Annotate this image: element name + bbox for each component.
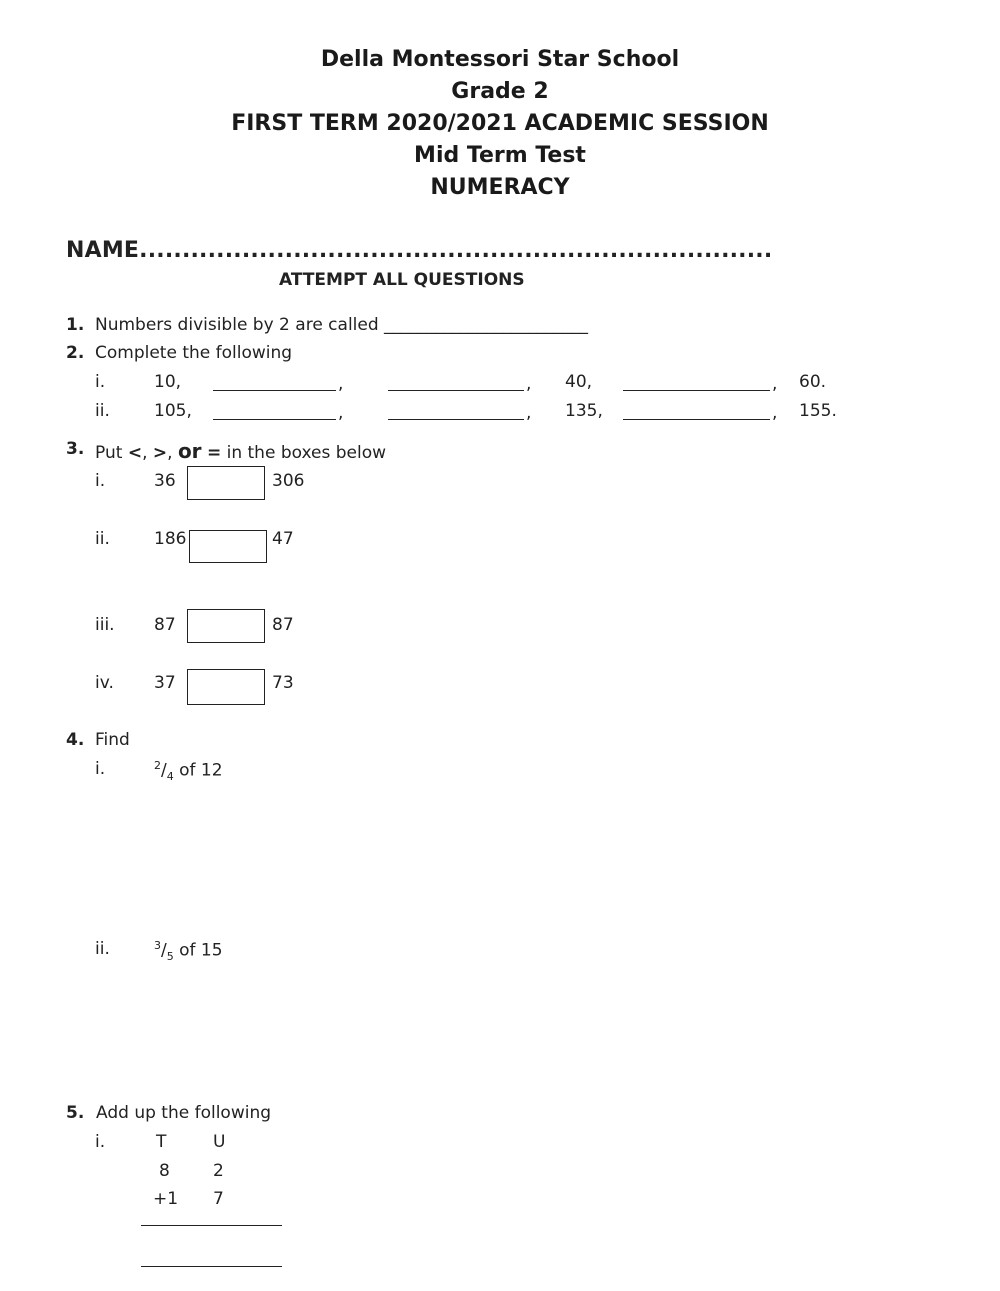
comma: , (526, 374, 532, 394)
fraction-rest: of 12 (179, 760, 223, 781)
addend-tens: +1 (153, 1189, 179, 1209)
q2-row-value: 10, (154, 372, 182, 392)
q2-blank[interactable] (623, 419, 770, 420)
subject: NUMERACY (430, 175, 570, 200)
name-field[interactable]: NAME.......................................................................... (66, 238, 773, 263)
grade: Grade 2 (451, 79, 549, 104)
q3-item-left: 87 (154, 615, 176, 635)
equals-symbol: = (206, 443, 222, 463)
separator: , (142, 443, 148, 463)
q3-item-right: 47 (272, 529, 294, 549)
q2-row-label: i. (95, 372, 106, 392)
comma: , (338, 403, 344, 423)
answer-box[interactable] (189, 530, 267, 563)
q3-item-label: i. (95, 471, 106, 491)
q5-text: Add up the following (96, 1103, 272, 1123)
comma: , (526, 403, 532, 423)
instruction: ATTEMPT ALL QUESTIONS (279, 270, 525, 290)
q3-item-left: 36 (154, 471, 176, 491)
q3-item-label: iv. (95, 673, 114, 693)
q3-rest: in the boxes below (226, 443, 387, 463)
answer-box[interactable] (187, 466, 265, 500)
q3-item-label: iii. (95, 615, 115, 635)
test-title: Mid Term Test (414, 143, 586, 168)
q4-number: 4. (66, 730, 85, 750)
q2-blank[interactable] (388, 390, 524, 391)
q3-item-left: 37 (154, 673, 176, 693)
numerator: 3 (154, 939, 161, 952)
q4-item-label: ii. (95, 939, 110, 959)
separator: , (167, 443, 173, 463)
or-word: or (177, 439, 202, 463)
answer-box[interactable] (187, 609, 265, 643)
q3-text (95, 439, 386, 463)
comma: , (772, 374, 778, 394)
q5-item-label: i. (95, 1132, 106, 1152)
q2-blank[interactable] (213, 419, 336, 420)
answer-box[interactable] (187, 669, 265, 705)
q1-number: 1. (66, 315, 85, 335)
sum-line (141, 1225, 282, 1226)
answer-line[interactable] (141, 1266, 282, 1267)
q4-item-label: i. (95, 759, 106, 779)
q2-number: 2. (66, 343, 85, 363)
q5-number: 5. (66, 1103, 85, 1123)
denominator: 4 (166, 770, 174, 784)
q2-row-value: 135, (565, 401, 603, 421)
tens-header: T (156, 1132, 167, 1152)
q2-text: Complete the following (95, 343, 293, 363)
q3-put: Put (95, 443, 123, 463)
q4-text: Find (95, 730, 130, 750)
school-name: Della Montessori Star School (320, 47, 680, 72)
q2-blank[interactable] (388, 419, 524, 420)
q2-row-label: ii. (95, 401, 110, 421)
term: FIRST TERM 2020/2021 ACADEMIC SESSION (231, 111, 769, 136)
addend-units: 7 (213, 1189, 224, 1209)
fraction-expression: $^2/_4$ of 12 (154, 759, 223, 784)
q2-blank[interactable] (213, 390, 336, 391)
addend-units: 2 (213, 1161, 224, 1181)
greater-than-symbol: > (152, 443, 168, 463)
units-header: U (213, 1132, 226, 1152)
fraction-expression: $^3/_5$ of 15 (154, 939, 223, 964)
q3-item-left: 186 (154, 529, 187, 549)
comma: , (338, 374, 344, 394)
numerator: 2 (154, 759, 161, 772)
denominator: 5 (166, 950, 174, 964)
q3-number: 3. (66, 439, 85, 459)
q3-item-label: ii. (95, 529, 110, 549)
q2-row-value: 60. (799, 372, 827, 392)
q2-row-value: 40, (565, 372, 593, 392)
fraction-rest: of 15 (179, 940, 223, 961)
q2-blank[interactable] (623, 390, 770, 391)
q3-item-right: 306 (272, 471, 305, 491)
q3-item-right: 73 (272, 673, 294, 693)
less-than-symbol: < (127, 443, 143, 463)
q2-row-value: 155. (799, 401, 837, 421)
q2-row-value: 105, (154, 401, 192, 421)
comma: , (772, 403, 778, 423)
q3-item-right: 87 (272, 615, 294, 635)
addend-tens: 8 (159, 1161, 170, 1181)
q1-text: Numbers divisible by 2 are called ________________________ (95, 315, 589, 335)
